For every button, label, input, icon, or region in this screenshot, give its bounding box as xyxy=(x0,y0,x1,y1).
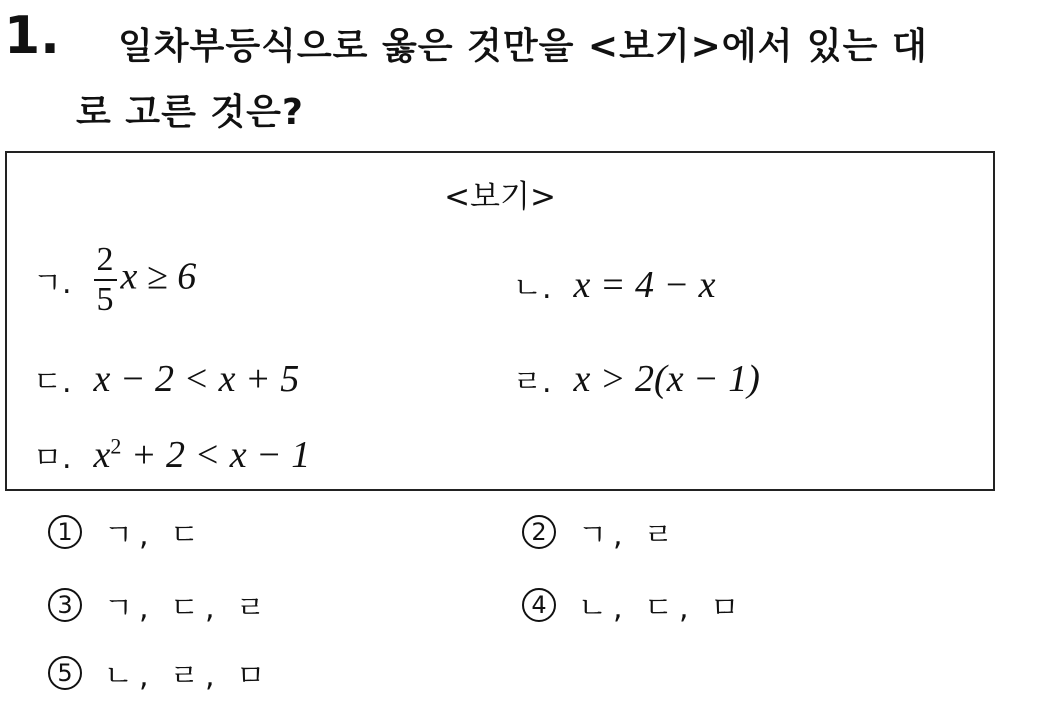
fraction-numerator: 2 xyxy=(94,241,117,281)
choice-4[interactable] xyxy=(522,583,745,627)
example-item-digeut xyxy=(33,357,299,401)
item-mark: ㄴ. xyxy=(513,271,552,306)
expression-rest: + 2 < x − 1 xyxy=(121,434,311,476)
expression-base: x xyxy=(93,434,111,476)
item-mark: ㅁ. xyxy=(33,441,72,476)
expression-superscript: 2 xyxy=(110,433,122,459)
item-expression xyxy=(94,241,197,319)
question-text-line2: 로 고른 것은? xyxy=(76,92,304,133)
choice-text: ㄱ, ㄷ xyxy=(104,518,206,553)
choice-text: ㄴ, ㄷ, ㅁ xyxy=(578,591,746,626)
choice-number-circle: 1 xyxy=(48,515,82,549)
item-expression: x − 2 < x + 5 xyxy=(93,358,300,400)
example-item-giyeok xyxy=(33,241,196,319)
choice-number-circle: 3 xyxy=(48,588,82,622)
choice-3[interactable] xyxy=(48,583,271,627)
fraction-denominator: 5 xyxy=(96,281,114,318)
item-mark: ㄱ. xyxy=(33,266,72,301)
example-item-rieul xyxy=(513,357,760,401)
item-expression: x > 2(x − 1) xyxy=(573,358,760,400)
choice-5[interactable] xyxy=(48,651,271,695)
choice-2[interactable] xyxy=(522,510,679,554)
choice-number-circle: 4 xyxy=(522,588,556,622)
choice-text: ㄱ, ㄷ, ㄹ xyxy=(104,591,272,626)
choice-text: ㄴ, ㄹ, ㅁ xyxy=(104,659,272,694)
example-item-nieun xyxy=(513,263,716,307)
item-expression xyxy=(94,433,311,477)
example-box-title: <보기> xyxy=(444,179,556,215)
item-mark: ㄷ. xyxy=(33,365,72,400)
choice-number-circle: 5 xyxy=(48,656,82,690)
expression-rest: x ≥ 6 xyxy=(120,255,197,298)
item-expression: x = 4 − x xyxy=(573,264,716,306)
question-text-line1: 일차부등식으로 옳은 것만을 <보기>에서 있는 대 xyxy=(118,26,928,67)
choice-number-circle: 2 xyxy=(522,515,556,549)
choice-1[interactable] xyxy=(48,510,205,554)
choice-text: ㄱ, ㄹ xyxy=(578,518,680,553)
question-number: 1. xyxy=(4,6,60,66)
fraction xyxy=(94,241,117,319)
example-item-mieum xyxy=(33,433,310,477)
example-box xyxy=(5,151,995,491)
item-mark: ㄹ. xyxy=(513,365,552,400)
